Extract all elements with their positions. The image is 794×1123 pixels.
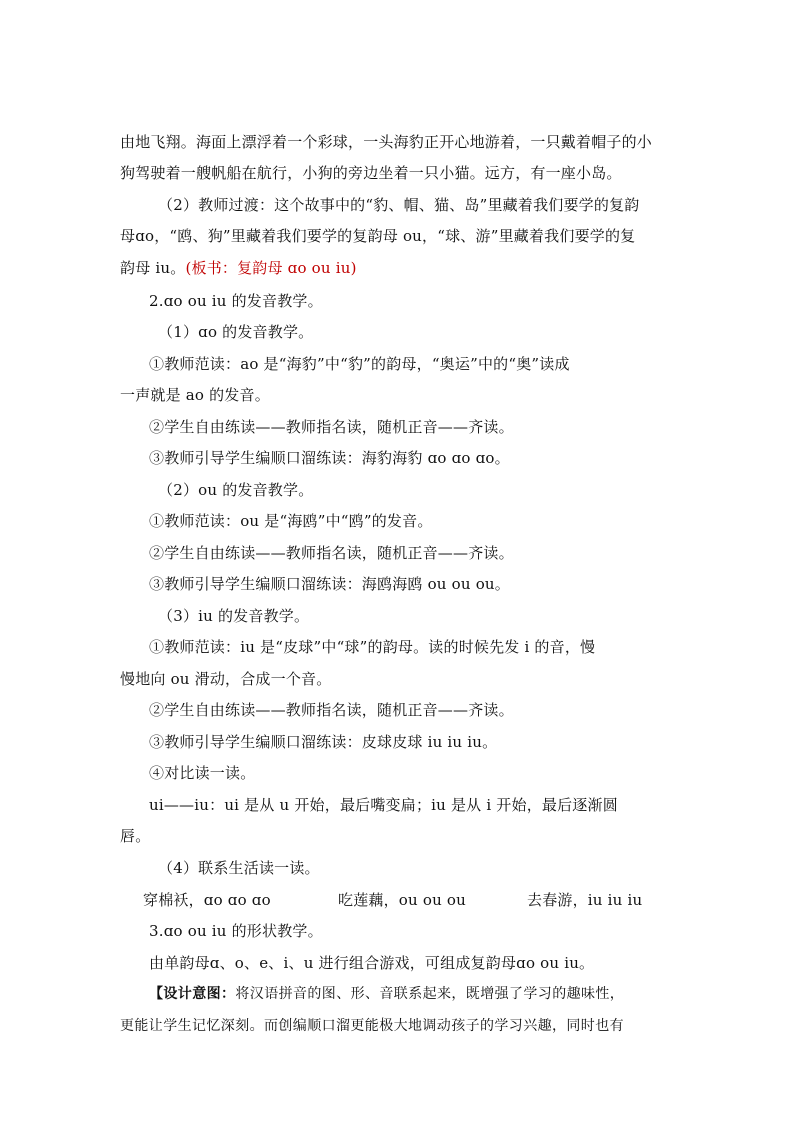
ou-step-1: ①教师范读：ou 是“海鸥”中“鸥”的发音。 (149, 512, 433, 530)
iu-step-1-line-2: 慢地向 ou 滑动，合成一个音。 (120, 670, 332, 688)
story-line-2: 狗驾驶着一艘帆船在航行，小狗的旁边坐着一只小猫。远方，有一座小岛。 (120, 164, 622, 182)
ao-step-3: ③教师引导学生编顺口溜练读：海豹海豹 ɑo ɑo ɑo。 (149, 449, 510, 467)
transition-line-3 (120, 258, 357, 278)
ao-step-1-line-1: ①教师范读：ao 是“海豹”中“豹”的韵母，“奥运”中的“奥”读成 (149, 355, 570, 373)
blackboard-note: (板书：复韵母 ɑo ou iu) (185, 259, 357, 277)
section-3-heading: 3.ɑo ou iu 的形状教学。 (149, 922, 323, 940)
iu-step-4: ④对比读一读。 (149, 764, 256, 782)
compare-line-2: 唇。 (120, 827, 151, 845)
subsection-iu-heading: （3）iu 的发音教学。 (158, 607, 310, 625)
transition-line-3-text: 韵母 iu。 (120, 259, 186, 277)
ou-step-3: ③教师引导学生编顺口溜练读：海鸥海鸥 ou ou ou。 (149, 575, 510, 593)
design-intent-text: 将汉语拼音的图、形、音联系起来，既增强了学习的趣味性， (235, 986, 625, 1002)
shape-teaching-line: 由单韵母ɑ、o、e、i、u 进行组合游戏，可组成复韵母ɑo ou iu。 (149, 954, 595, 972)
compare-line-1: ui——iu：ui 是从 u 开始，最后嘴变扁；iu 是从 i 开始，最后逐渐圆 (149, 796, 618, 814)
iu-step-3: ③教师引导学生编顺口溜练读：皮球皮球 iu iu iu。 (149, 733, 498, 751)
story-line-1: 由地飞翔。海面上漂浮着一个彩球，一头海豹正开心地游着，一只戴着帽子的小 (120, 133, 653, 151)
transition-line-2: 母ɑo，“鸥、狗”里藏着我们要学的复韵母 ou，“球、游”里藏着我们要学的复 (120, 227, 636, 245)
section-2-heading: 2.ɑo ou iu 的发音教学。 (149, 292, 323, 310)
subsection-ao-heading: （1）ɑo 的发音教学。 (158, 323, 314, 341)
iu-step-2: ②学生自由练读——教师指名读，随机正音——齐读。 (149, 701, 514, 719)
life-example-iu: 去春游，iu iu iu (527, 891, 643, 909)
ou-step-2: ②学生自由练读——教师指名读，随机正音——齐读。 (149, 544, 514, 562)
subsection-ou-heading: （2）ou 的发音教学。 (158, 481, 314, 499)
iu-step-1-line-1: ①教师范读：iu 是“皮球”中“球”的韵母。读的时候先发 i 的音，慢 (149, 638, 596, 656)
design-intent-line-1 (149, 984, 624, 1004)
ao-step-1-line-2: 一声就是 ao 的发音。 (120, 386, 270, 404)
design-intent-line-2: 更能让学生记忆深刻。而创编顺口溜更能极大地调动孩子的学习兴趣，同时也有 (120, 1018, 624, 1034)
subsection-life-heading: （4）联系生活读一读。 (158, 859, 320, 877)
design-intent-label: 【设计意图： (149, 986, 236, 1002)
life-example-ou: 吃莲藕，ou ou ou (338, 891, 467, 909)
life-example-ao: 穿棉袄，ɑo ɑo ɑo (143, 891, 271, 909)
transition-line-1: （2）教师过渡：这个故事中的“豹、帽、猫、岛”里藏着我们要学的复韵 (158, 196, 640, 214)
ao-step-2: ②学生自由练读——教师指名读，随机正音——齐读。 (149, 418, 514, 436)
